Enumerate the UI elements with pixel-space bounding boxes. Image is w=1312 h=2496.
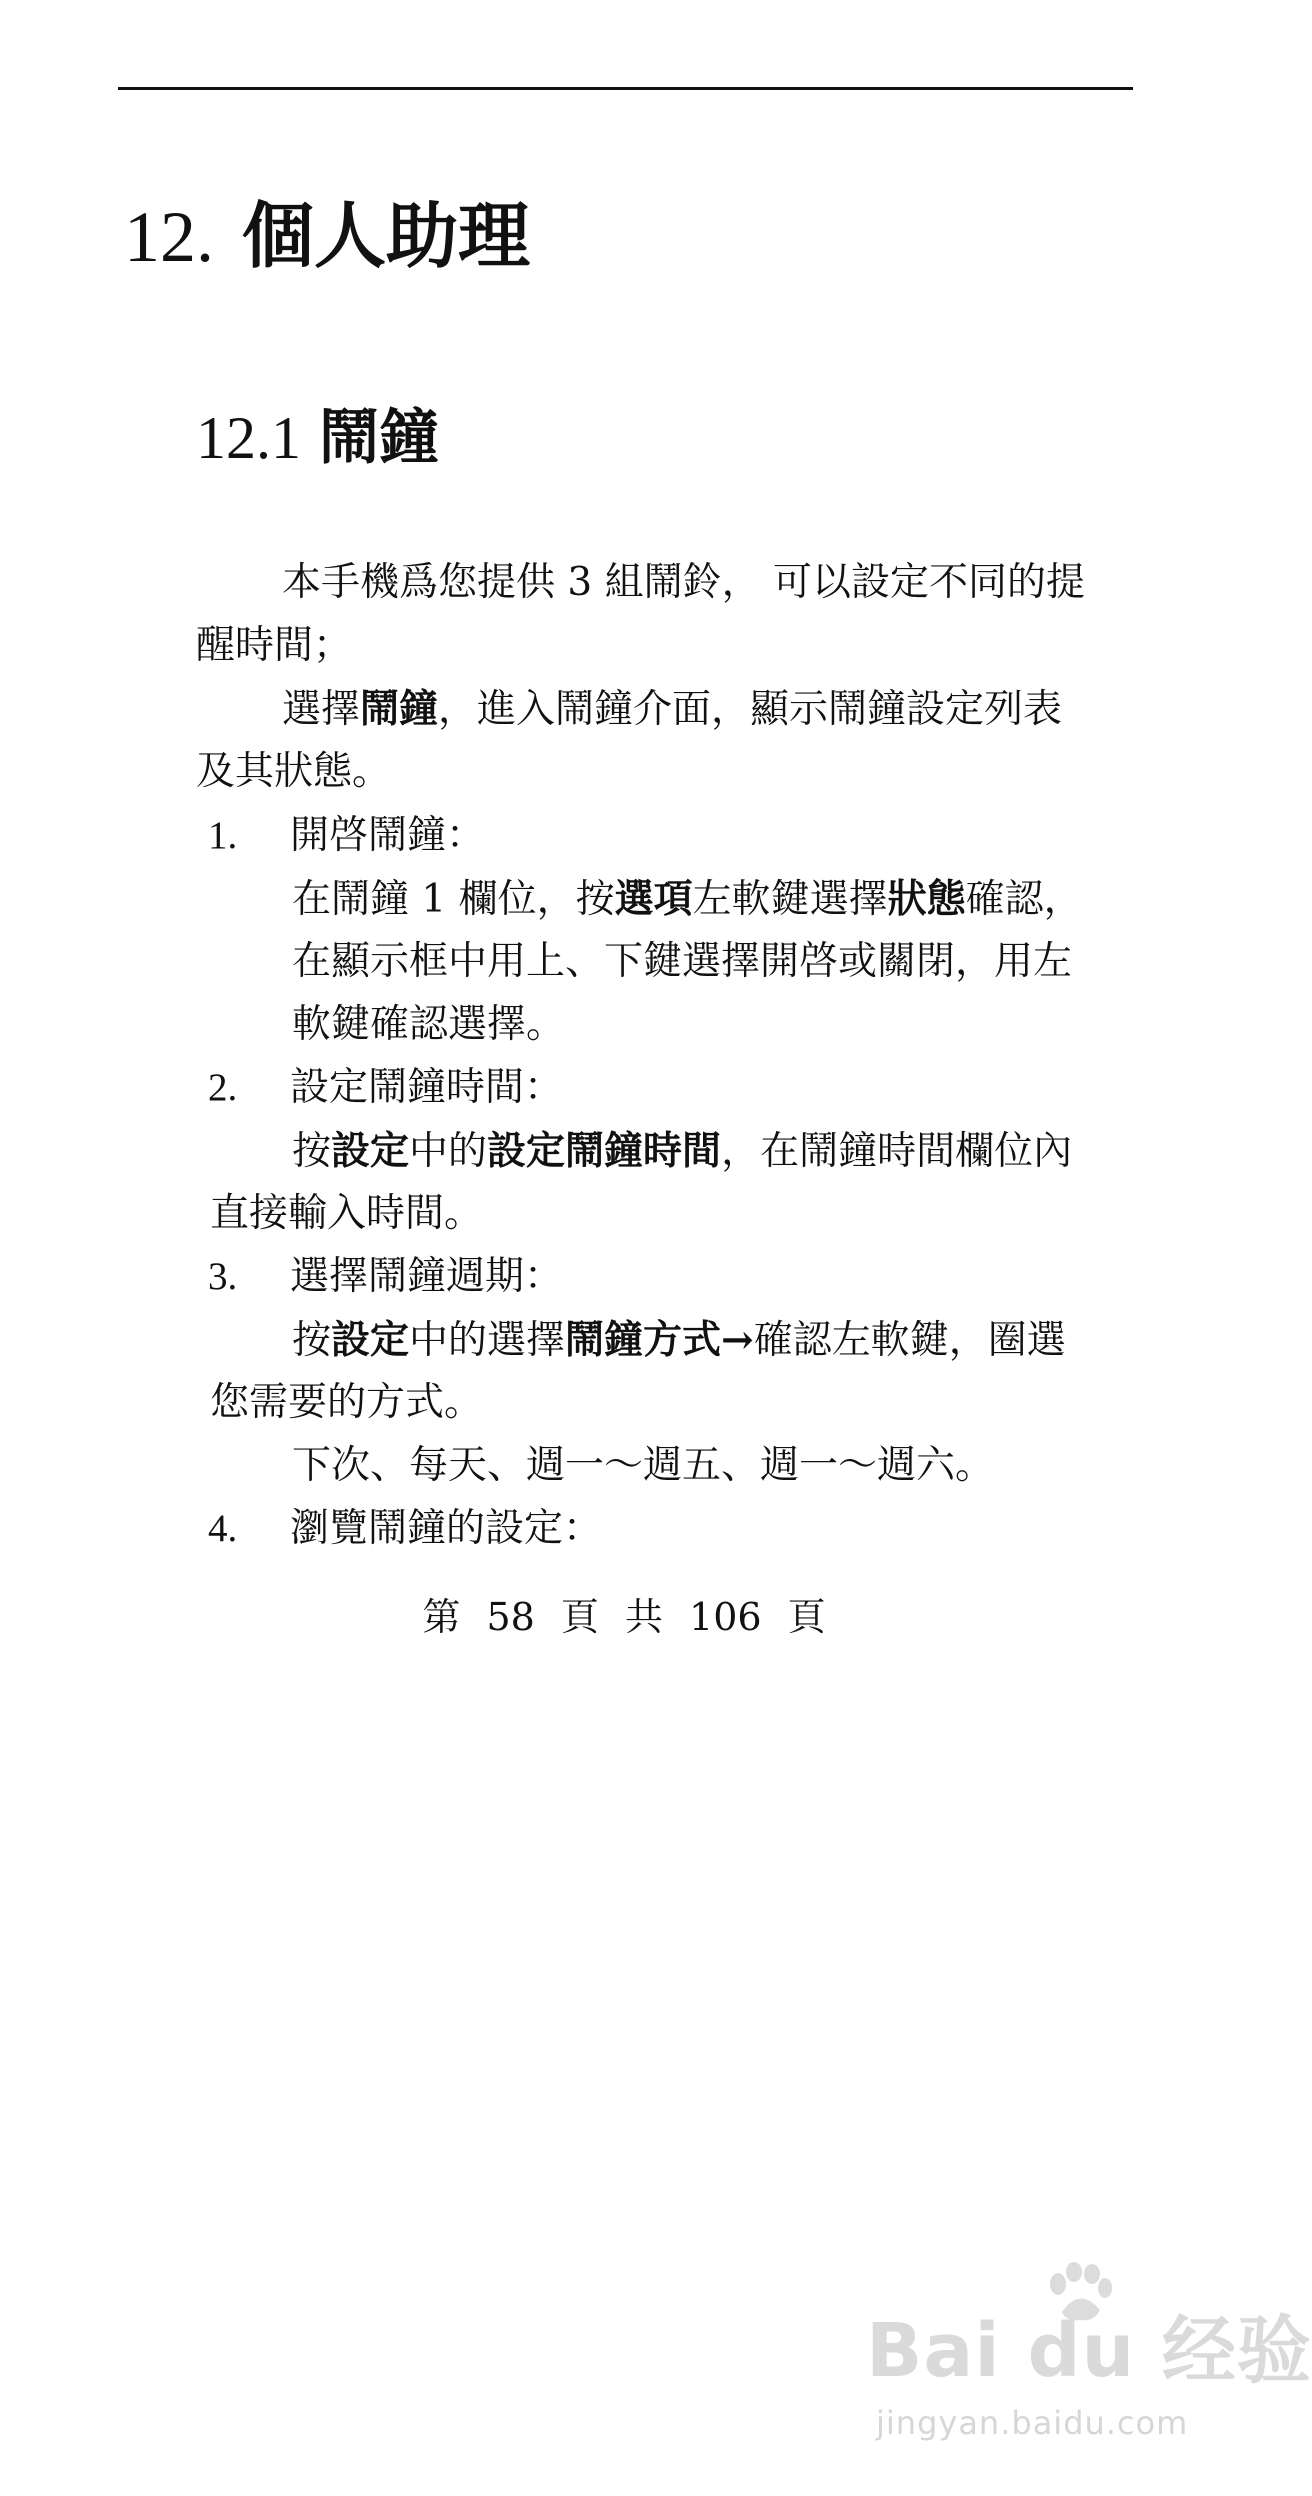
list-item-2-line1 [292,1128,1072,1176]
text-run: 左軟鍵選擇 [692,877,888,922]
watermark-url: jingyan.baidu.com [876,2404,1189,2442]
intro-p1-line1: 本手機爲您提供 3 組鬧鈴， 可以設定不同的提 [282,560,1086,605]
list-item-3-line2: 您需要的方式。 [210,1380,484,1425]
header-rule [118,87,1133,90]
list-item-2-heading: 設定鬧鐘時間： [290,1065,564,1110]
bold-term-alarm: 鬧鐘 [360,686,439,732]
list-item-2-number: 2. [208,1066,238,1109]
intro-p2-line2: 及其狀態。 [196,749,392,794]
intro-p2-line1 [282,686,1062,734]
list-item-3-line3: 下次、每天、週一～週五、週一～週六。 [292,1443,995,1488]
text-run: 選擇 [282,687,361,732]
text-run: 按 [292,1129,332,1174]
chapter-heading [124,193,531,278]
bold-term-set-alarm-time: 設定鬧鐘時間 [487,1128,722,1174]
text-run: 確認， [965,877,1083,922]
bold-term-settings: 設定 [331,1128,410,1174]
watermark-logo-text: Bai du 经验 [866,2308,1312,2394]
list-item-4-number: 4. [208,1507,238,1550]
chapter-title: 個人助理 [242,193,531,278]
bold-term-status: 狀態 [887,876,966,922]
list-item-1-line3: 軟鍵確認選擇。 [292,1002,566,1047]
list-item-1-line2: 在顯示框中用上、下鍵選擇開啓或關閉，用左 [292,939,1073,984]
intro-p1-line2: 醒時間； [196,623,353,668]
bold-term-options: 選項 [614,876,693,922]
section-title: 鬧鐘 [319,403,439,473]
list-item-1-heading: 開啓鬧鐘： [290,813,486,858]
text-run: 中的 [409,1129,488,1174]
list-item-4-heading: 瀏覽鬧鐘的設定： [290,1506,603,1551]
list-item-3-line1 [292,1317,1066,1365]
list-item-3-heading: 選擇鬧鐘週期： [290,1254,564,1299]
text-run: 按 [292,1318,332,1363]
bold-term-settings: 設定 [331,1317,410,1363]
page-footer: 第 58 頁 共 106 頁 [422,1595,826,1639]
bold-term-alarm-mode: 鬧鐘方式→ [565,1317,754,1363]
chapter-number: 12. [124,197,214,277]
text-run: 確認左軟鍵，圈選 [753,1318,1066,1363]
list-item-1-number: 1. [208,814,238,857]
section-number: 12.1 [196,405,301,471]
text-run: ，進入鬧鐘介面，顯示鬧鐘設定列表 [438,687,1063,732]
text-run: ，在鬧鐘時間欄位內 [721,1129,1073,1174]
section-heading [196,403,439,473]
text-run: 在鬧鐘 1 欄位，按 [292,877,615,922]
baidu-jingyan-watermark [866,2292,1312,2472]
text-run: 中的選擇 [409,1318,566,1363]
list-item-2-line2: 直接輸入時間。 [210,1191,484,1236]
list-item-1-line1 [292,876,1083,924]
list-item-3-number: 3. [208,1255,238,1298]
